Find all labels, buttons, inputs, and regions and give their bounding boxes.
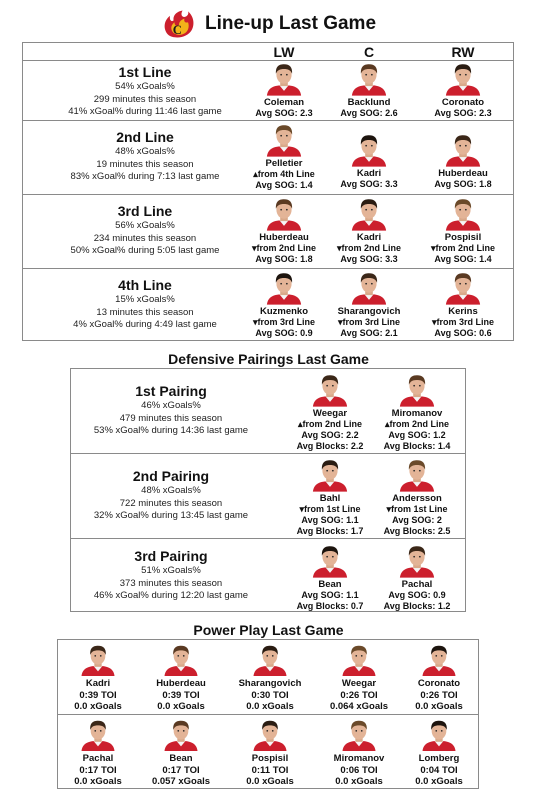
player-avg-sog: Avg SOG: 1.8 [434,179,492,189]
line-last-game: 4% xGoal% during 4:49 last game [73,319,217,330]
pp-player-toi: 0:39 TOI [162,689,200,701]
pairing-minutes: 722 minutes this season [119,497,223,509]
line-info [35,277,255,332]
player-avg-sog: Avg SOG: 2.1 [340,328,398,338]
defense-pairings-table [70,368,466,612]
player-headshot-icon [444,61,482,96]
player-headshot-icon [265,270,303,305]
player-avg-sog: Avg SOG: 2 [392,515,442,525]
line-last-game: 50% xGoal% during 5:05 last game [70,245,220,256]
defense-pairing-row [71,539,465,611]
player-move-note: ▴from 4th Line [253,169,315,179]
pp-player-card[interactable] [224,718,316,788]
player-card[interactable] [236,270,332,339]
player-avg-blocks: Avg Blocks: 1.2 [383,601,451,611]
line-info [35,64,255,119]
player-card[interactable] [321,61,417,119]
player-card[interactable] [369,372,465,452]
player-name: Miromanov [391,408,443,419]
line-xgoals: 56% xGoals% [115,220,175,231]
pp-player-xgoals: 0.0 xGoals [335,776,383,787]
player-headshot-icon [350,196,388,231]
forward-line-row [23,195,513,269]
player-headshot-icon [398,372,436,407]
pp-player-name: Coronato [417,678,461,689]
player-move-note: ▾from 3rd Line [431,317,495,327]
player-card[interactable] [369,457,465,537]
column-header-lw: LW [273,44,295,60]
player-name: Pospisil [444,232,482,243]
defense-pairing-row [71,369,465,454]
player-headshot-icon [265,196,303,231]
pp-player-card[interactable] [224,643,316,713]
player-move-note: ▴from 2nd Line [297,419,363,429]
player-card[interactable] [415,132,511,190]
pairing-info [73,468,269,523]
pairing-info [73,548,269,603]
player-move-note: ▾from 3rd Line [337,317,401,327]
player-card[interactable] [415,196,511,265]
player-avg-sog: Avg SOG: 2.3 [255,108,313,118]
player-card[interactable] [282,543,378,612]
player-headshot-icon [350,132,388,167]
defense-pairing-row [71,454,465,539]
player-avg-sog: Avg SOG: 1.8 [255,254,313,264]
player-avg-sog: Avg SOG: 1.4 [434,254,492,264]
line-name: 1st Line [118,64,172,80]
player-avg-sog: Avg SOG: 1.1 [301,590,359,600]
pairing-info [73,383,269,438]
pp-player-card[interactable] [135,718,227,788]
player-headshot-icon [79,718,117,751]
pp-player-xgoals: 0.0 xGoals [415,776,463,787]
pp-player-toi: 0:11 TOI [251,764,289,776]
player-avg-sog: Avg SOG: 3.3 [340,254,398,264]
line-last-game: 83% xGoal% during 7:13 last game [70,171,220,182]
player-headshot-icon [311,372,349,407]
pp-player-card[interactable] [313,718,405,788]
player-name: Huberdeau [438,168,488,179]
player-avg-sog: Avg SOG: 2.3 [434,108,492,118]
pp-player-toi: 0:04 TOI [420,764,458,776]
player-name: Sharangovich [337,306,401,317]
player-name: Kadri [356,168,382,179]
page-title: Line-up Last Game [204,13,377,34]
player-avg-blocks: Avg Blocks: 2.2 [296,441,364,451]
player-move-note: ▴from 2nd Line [384,419,450,429]
pp-player-xgoals: 0.0 xGoals [157,701,205,712]
pp-player-toi: 0:17 TOI [162,764,200,776]
player-avg-blocks: Avg Blocks: 0.7 [296,601,364,611]
player-card[interactable] [321,270,417,339]
line-xgoals: 15% xGoals% [115,294,175,305]
player-move-note: ▾from 3rd Line [252,317,316,327]
player-headshot-icon [162,643,200,676]
player-avg-blocks: Avg Blocks: 1.7 [296,526,364,536]
pp-player-name: Huberdeau [156,678,206,689]
player-headshot-icon [420,718,458,751]
pp-player-card[interactable] [313,643,405,713]
player-card[interactable] [369,543,465,612]
player-name: Bean [318,579,342,590]
pairing-name: 3rd Pairing [134,548,208,564]
player-headshot-icon [162,718,200,751]
svg-text:C: C [172,22,182,37]
pp-player-name: Sharangovich [238,678,302,689]
player-headshot-icon [251,643,289,676]
player-headshot-icon [311,457,349,492]
player-headshot-icon [340,718,378,751]
pairing-xgoals: 48% xGoals% [141,485,201,496]
pp-player-card[interactable] [393,718,485,788]
player-headshot-icon [79,643,117,676]
player-headshot-icon [398,457,436,492]
pairing-name: 2nd Pairing [132,468,210,484]
forward-lines-table [22,42,514,341]
pp-player-xgoals: 0.0 xGoals [74,701,122,712]
player-card[interactable] [282,457,378,537]
line-minutes: 299 minutes this season [93,93,197,105]
line-last-game: 41% xGoal% during 11:46 last game [68,106,222,117]
player-avg-sog: Avg SOG: 2.2 [301,430,359,440]
player-headshot-icon [444,196,482,231]
pp-player-xgoals: 0.057 xGoals [151,776,211,787]
player-headshot-icon [265,61,303,96]
pairing-minutes: 373 minutes this season [119,577,223,589]
column-header-c: C [363,44,375,60]
player-card[interactable] [321,132,417,190]
player-name: Huberdeau [259,232,309,243]
line-info [35,203,255,258]
player-card[interactable] [236,122,332,191]
player-name: Kuzmenko [259,306,309,317]
pp-player-toi: 0:26 TOI [340,689,378,701]
pp-player-toi: 0:26 TOI [420,689,458,701]
pp-player-name: Kadri [85,678,111,689]
player-card[interactable] [321,196,417,265]
player-move-note: ▾from 2nd Line [430,243,496,253]
forward-line-row [23,121,513,195]
power-play-section-title: Power Play Last Game [193,622,344,638]
player-avg-sog: Avg SOG: 3.3 [340,179,398,189]
player-move-note: ▾from 1st Line [299,504,361,514]
pp-player-xgoals: 0.0 xGoals [246,776,294,787]
player-name: Coleman [263,97,305,108]
line-name: 4th Line [118,277,172,293]
forward-line-row [23,269,513,342]
player-headshot-icon [398,543,436,578]
player-card[interactable] [236,61,332,119]
pp-player-card[interactable] [52,718,144,788]
player-avg-sog: Avg SOG: 1.4 [255,180,313,190]
player-avg-blocks: Avg Blocks: 2.5 [383,526,451,536]
pp-player-card[interactable] [393,643,485,713]
player-headshot-icon [265,122,303,157]
power-play-table [57,639,479,789]
player-move-note: ▾from 1st Line [386,504,448,514]
pp-player-xgoals: 0.064 xGoals [329,701,389,712]
page-header [0,8,537,40]
player-avg-sog: Avg SOG: 0.9 [388,590,446,600]
player-headshot-icon [311,543,349,578]
pp-player-toi: 0:39 TOI [79,689,117,701]
player-card[interactable] [415,270,511,339]
flames-logo-icon [161,9,197,39]
player-avg-blocks: Avg Blocks: 1.4 [383,441,451,451]
player-headshot-icon [444,132,482,167]
power-play-unit-row [58,715,478,788]
player-headshot-icon [350,61,388,96]
player-card[interactable] [236,196,332,265]
player-headshot-icon [340,643,378,676]
pp-player-xgoals: 0.0 xGoals [246,701,294,712]
player-name: Andersson [392,493,442,504]
pp-player-name: Pachal [82,753,114,764]
pp-player-name: Pospisil [251,753,289,764]
player-name: Kerins [448,306,478,317]
pairing-xgoals: 46% xGoals% [141,400,201,411]
player-name: Pelletier [265,158,303,169]
line-minutes: 234 minutes this season [93,232,197,244]
pp-player-card[interactable] [52,643,144,713]
player-avg-sog: Avg SOG: 1.2 [388,430,446,440]
pp-player-toi: 0:17 TOI [79,764,117,776]
pp-player-xgoals: 0.0 xGoals [74,776,122,787]
player-name: Pachal [401,579,433,590]
pp-player-toi: 0:06 TOI [340,764,378,776]
pp-player-name: Lomberg [418,753,460,764]
pp-player-name: Miromanov [333,753,385,764]
player-name: Bahl [319,493,341,504]
line-info [35,129,255,184]
player-headshot-icon [444,270,482,305]
pairing-last-game: 53% xGoal% during 14:36 last game [93,425,249,436]
player-avg-sog: Avg SOG: 2.6 [340,108,398,118]
pairing-xgoals: 51% xGoals% [141,565,201,576]
defense-section-title: Defensive Pairings Last Game [168,351,369,367]
line-name: 2nd Line [116,129,174,145]
player-headshot-icon [251,718,289,751]
player-move-note: ▾from 2nd Line [251,243,317,253]
player-name: Backlund [347,97,391,108]
player-name: Weegar [312,408,348,419]
player-name: Kadri [356,232,382,243]
line-name: 3rd Line [117,203,173,219]
column-header-rw: RW [451,44,475,60]
player-avg-sog: Avg SOG: 0.9 [255,328,313,338]
pairing-last-game: 46% xGoal% during 12:20 last game [93,590,249,601]
pairing-name: 1st Pairing [135,383,207,399]
pp-player-toi: 0:30 TOI [251,689,289,701]
pp-player-name: Weegar [341,678,377,689]
line-minutes: 13 minutes this season [96,306,194,318]
player-avg-sog: Avg SOG: 1.1 [301,515,359,525]
player-move-note: ▾from 2nd Line [336,243,402,253]
line-xgoals: 54% xGoals% [115,81,175,92]
player-headshot-icon [420,643,458,676]
power-play-unit-row [58,640,478,715]
player-card[interactable] [415,61,511,119]
pairing-minutes: 479 minutes this season [119,412,223,424]
player-headshot-icon [350,270,388,305]
pairing-last-game: 32% xGoal% during 13:45 last game [93,510,249,521]
player-avg-sog: Avg SOG: 0.6 [434,328,492,338]
pp-player-xgoals: 0.0 xGoals [415,701,463,712]
pp-player-name: Bean [169,753,193,764]
forward-line-row [23,60,513,121]
player-card[interactable] [282,372,378,452]
pp-player-card[interactable] [135,643,227,713]
line-xgoals: 48% xGoals% [115,146,175,157]
line-minutes: 19 minutes this season [96,158,194,170]
player-name: Coronato [441,97,485,108]
